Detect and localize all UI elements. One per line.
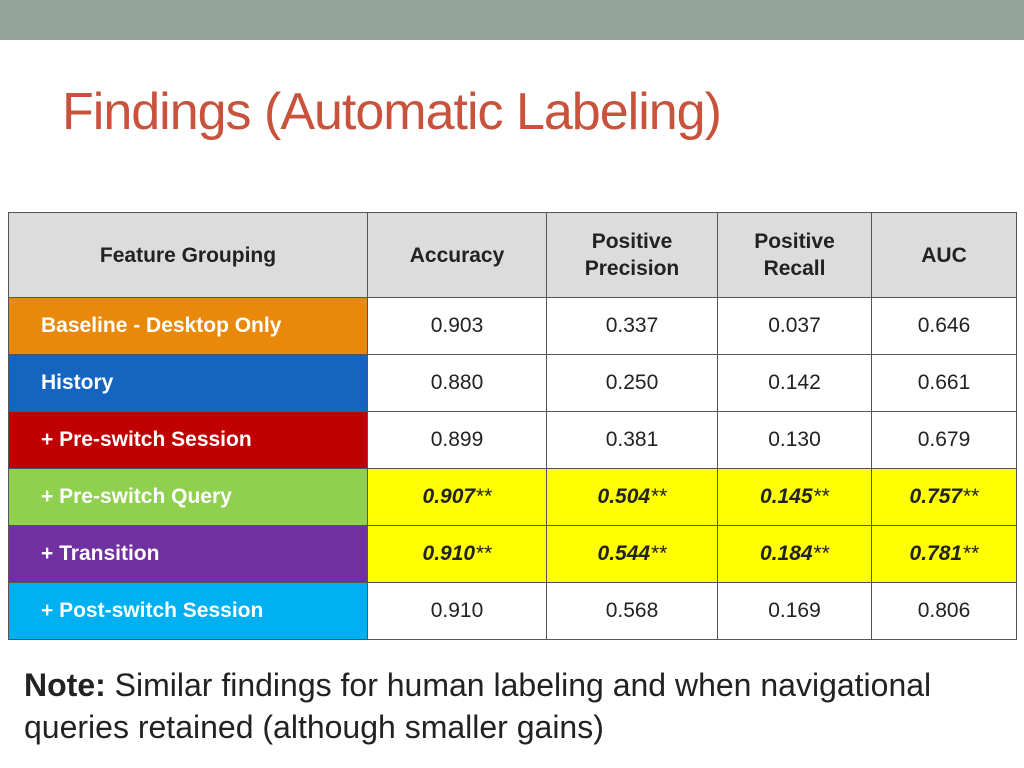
cell-value: 0.184: [760, 542, 813, 565]
significance-marker: **: [650, 485, 667, 508]
table-cell: [547, 469, 718, 526]
table-cell: [547, 412, 718, 469]
table-cell: [368, 526, 547, 583]
table-cell: [368, 355, 547, 412]
note-text: Similar findings for human labeling and when navigational queries retained (although smaller gains): [24, 667, 932, 745]
column-header: Positive Recall: [718, 213, 872, 298]
table-cell: [718, 298, 872, 355]
note-lead: Note:: [24, 667, 106, 703]
cell-value: 0.781: [909, 542, 963, 565]
column-header: Positive Precision: [547, 213, 718, 298]
table-cell: [872, 412, 1017, 469]
cell-value: 0.910: [430, 599, 484, 622]
column-header: AUC: [872, 213, 1017, 298]
significance-marker: **: [812, 542, 829, 565]
cell-value: 0.679: [917, 428, 971, 451]
significance-marker: **: [475, 485, 492, 508]
column-header: Accuracy: [368, 213, 547, 298]
results-table: [8, 212, 1017, 640]
table-cell: [547, 298, 718, 355]
significance-marker: **: [812, 485, 829, 508]
significance-marker: **: [962, 542, 979, 565]
table-row: [9, 583, 1017, 640]
table-row: [9, 526, 1017, 583]
table-cell: [547, 583, 718, 640]
table-body: [9, 298, 1017, 640]
table-cell: [718, 355, 872, 412]
table-cell: [872, 526, 1017, 583]
cell-value: 0.757: [909, 485, 963, 508]
cell-value: 0.169: [768, 599, 821, 622]
cell-value: 0.037: [768, 314, 821, 337]
cell-value: 0.544: [597, 542, 651, 565]
cell-value: 0.381: [605, 428, 659, 451]
row-label: + Pre-switch Session: [9, 412, 368, 469]
table-cell: [872, 469, 1017, 526]
row-label: History: [9, 355, 368, 412]
significance-marker: **: [650, 542, 667, 565]
top-banner-bar: [0, 0, 1024, 40]
table-row: [9, 355, 1017, 412]
row-label: + Pre-switch Query: [9, 469, 368, 526]
table-cell: [547, 526, 718, 583]
table-header-row: [9, 213, 1017, 298]
cell-value: 0.145: [760, 485, 813, 508]
slide-title: Findings (Automatic Labeling): [62, 83, 721, 141]
cell-value: 0.910: [422, 542, 476, 565]
row-label: + Post-switch Session: [9, 583, 368, 640]
table-cell: [718, 412, 872, 469]
table-cell: [872, 298, 1017, 355]
cell-value: 0.142: [768, 371, 821, 394]
table-cell: [872, 583, 1017, 640]
cell-value: 0.661: [917, 371, 971, 394]
significance-marker: **: [962, 485, 979, 508]
cell-value: 0.504: [597, 485, 651, 508]
cell-value: 0.568: [605, 599, 659, 622]
table-row: [9, 412, 1017, 469]
column-header: Feature Grouping: [9, 213, 368, 298]
table-row: [9, 298, 1017, 355]
cell-value: 0.130: [768, 428, 821, 451]
cell-value: 0.646: [917, 314, 971, 337]
table-cell: [368, 412, 547, 469]
cell-value: 0.806: [917, 599, 971, 622]
table-cell: [872, 355, 1017, 412]
table-cell: [368, 298, 547, 355]
cell-value: 0.250: [605, 371, 659, 394]
table-cell: [368, 469, 547, 526]
significance-marker: **: [475, 542, 492, 565]
cell-value: 0.899: [430, 428, 484, 451]
cell-value: 0.880: [430, 371, 484, 394]
table-cell: [718, 583, 872, 640]
table-row: [9, 469, 1017, 526]
cell-value: 0.903: [430, 314, 484, 337]
row-label: Baseline - Desktop Only: [9, 298, 368, 355]
cell-value: 0.337: [605, 314, 659, 337]
table-cell: [547, 355, 718, 412]
footnote: [24, 664, 1014, 748]
row-label: + Transition: [9, 526, 368, 583]
table-cell: [718, 469, 872, 526]
table-cell: [368, 583, 547, 640]
table-cell: [718, 526, 872, 583]
cell-value: 0.907: [422, 485, 476, 508]
